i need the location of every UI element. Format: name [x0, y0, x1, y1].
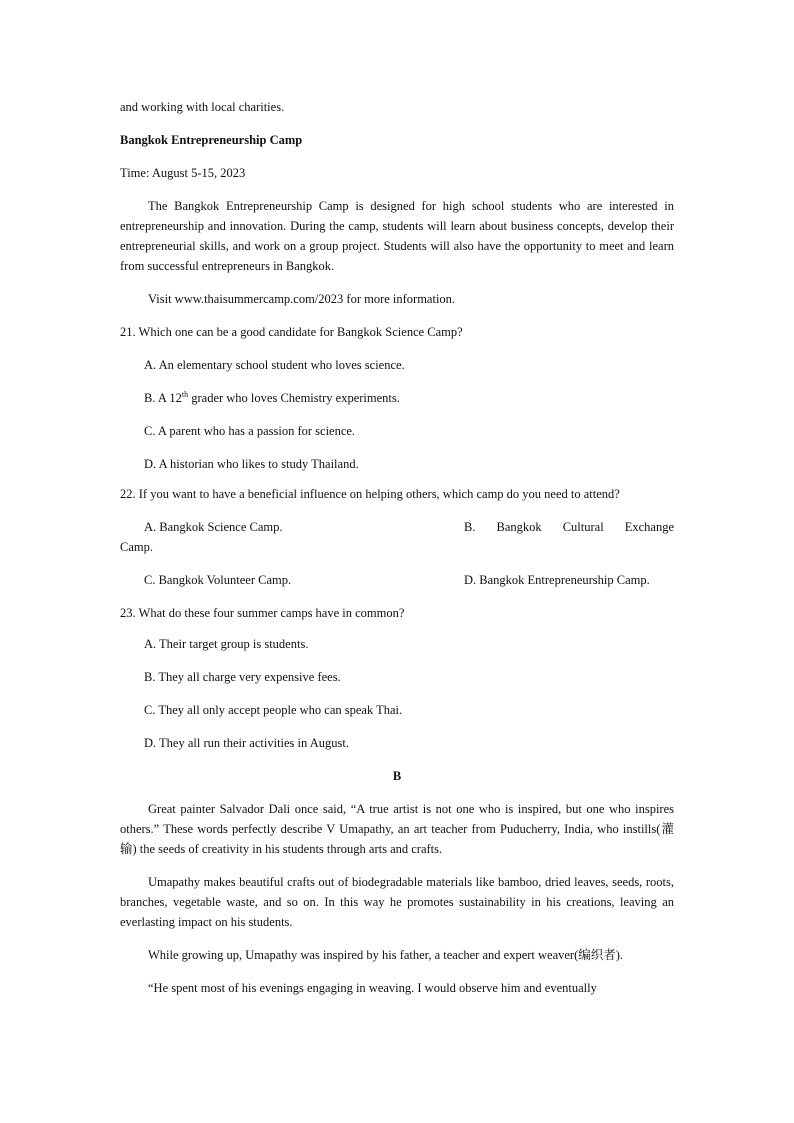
- question-22-option-b-continued: Camp.: [120, 540, 153, 554]
- section-b-paragraph-3: While growing up, Umapathy was inspired by his father, a teacher and expert weaver(编织者).: [148, 948, 624, 962]
- question-23-stem: 23. What do these four summer camps have in common?: [120, 606, 405, 620]
- option-b-word-4: Exchange: [624, 520, 674, 534]
- entrepreneurship-camp-description: The Bangkok Entrepreneurship Camp is designed for high school students who are interested in entrepreneurship and innovation. During the camp, students will learn about business concepts, develop their entrepreneurial skills, and work on a group project. Students will also have the opportunity to meet and learn from successful entrepreneurs in Bangkok.: [120, 199, 674, 273]
- visit-info: Visit www.thaisummercamp.com/2023 for more information.: [148, 292, 456, 306]
- question-22-option-d: D. Bangkok Entrepreneurship Camp.: [464, 573, 650, 587]
- question-22-option-c: C. Bangkok Volunteer Camp.: [144, 573, 292, 587]
- option-b-superscript: th: [181, 389, 189, 399]
- option-b-word-1: B.: [464, 520, 476, 534]
- question-22-stem: 22. If you want to have a beneficial influence on helping others, which camp do you need to attend?: [120, 487, 620, 501]
- question-22-row-1: [120, 517, 674, 537]
- question-23-option-a: A. Their target group is students.: [144, 637, 309, 651]
- section-b-paragraph-1: Great painter Salvador Dali once said, “A true artist is not one who is inspired, but one who inspires others.” These words perfectly describe V Umapathy, an art teacher from Puducherry, India, who instills(灌输) the seeds of creativity in his students through arts and crafts.: [120, 802, 674, 856]
- question-21-option-b: [120, 388, 674, 408]
- option-b-word-3: Cultural: [562, 520, 604, 534]
- question-23-option-d: D. They all run their activities in August.: [144, 736, 349, 750]
- question-22-option-a: A. Bangkok Science Camp.: [144, 520, 283, 534]
- question-23-option-b: B. They all charge very expensive fees.: [144, 670, 341, 684]
- question-22-option-b: [464, 517, 674, 537]
- entrepreneurship-camp-heading: Bangkok Entrepreneurship Camp: [120, 133, 303, 147]
- option-b-prefix: B. A 12: [144, 391, 182, 405]
- continuation-line: and working with local charities.: [120, 100, 285, 114]
- section-b-heading: B: [392, 769, 402, 783]
- entrepreneurship-camp-time: Time: August 5-15, 2023: [120, 166, 246, 180]
- section-b-paragraph-2: Umapathy makes beautiful crafts out of biodegradable materials like bamboo, dried leaves, seeds, roots, branches, vegetable waste, and so on. In this way he promotes sustainability in his creations, leaving an everlasting impact on his students.: [120, 875, 674, 929]
- option-b-word-2: Bangkok: [496, 520, 542, 534]
- document-content: [120, 97, 674, 1011]
- question-21-stem: 21. Which one can be a good candidate for Bangkok Science Camp?: [120, 325, 463, 339]
- question-21-option-d: D. A historian who likes to study Thailand.: [144, 457, 359, 471]
- question-22-row-2: [120, 570, 674, 590]
- question-21-option-c: C. A parent who has a passion for science.: [144, 424, 356, 438]
- section-b-paragraph-4: “He spent most of his evenings engaging in weaving. I would observe him and eventually: [148, 981, 597, 995]
- question-21-option-a: A. An elementary school student who loves science.: [144, 358, 405, 372]
- question-23-option-c: C. They all only accept people who can speak Thai.: [144, 703, 403, 717]
- option-b-suffix: grader who loves Chemistry experiments.: [188, 391, 400, 405]
